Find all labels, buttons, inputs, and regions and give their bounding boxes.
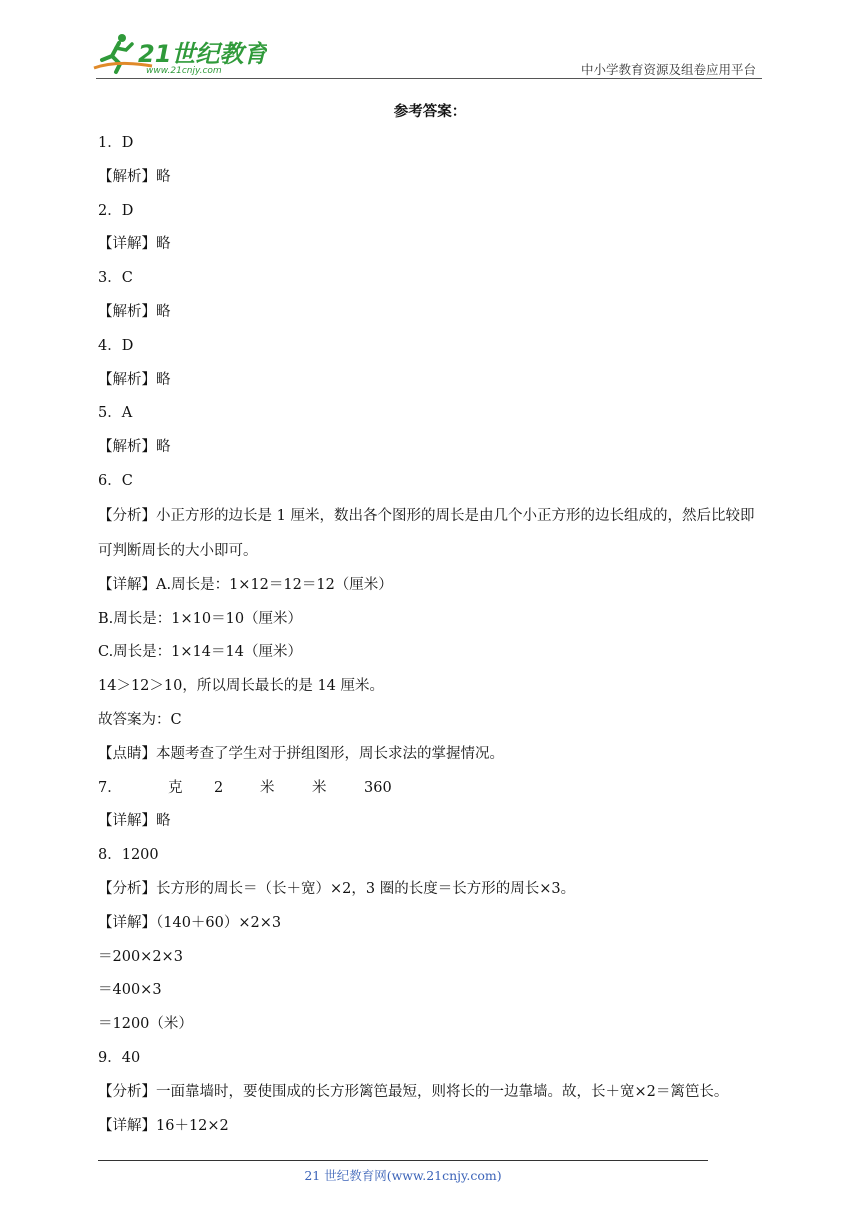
answer-line: 1．D — [98, 135, 134, 151]
answer-line: C.周长是：1×14＝14（厘米） — [98, 644, 302, 661]
answer-line: 【分析】一面靠墙时，要使围成的长方形篱笆最短，则将长的一边靠墙。故，长＋宽×2＝篱笆长。 — [98, 1083, 729, 1100]
answer-line: 3．C — [98, 270, 133, 287]
q7-answer: 克 — [168, 779, 183, 796]
footer-divider — [98, 1160, 708, 1161]
q7-answer-line — [98, 772, 762, 806]
answer-line: 【详解】（140＋60）×2×3 — [98, 914, 282, 931]
answer-line: 2．D — [98, 202, 134, 219]
header-divider — [96, 78, 762, 79]
footer-text: 21 世纪教育网(www.21cnjy.com) — [304, 1168, 502, 1183]
answer-line: 【详解】16＋12×2 — [98, 1117, 229, 1134]
answer-line: 【分析】长方形的周长＝（长＋宽）×2，3 圈的长度＝长方形的周长×3。 — [98, 880, 576, 897]
q7-answer: 米 — [260, 779, 275, 796]
answer-line: 9．40 — [98, 1049, 141, 1066]
answer-line: B.周长是：1×10＝10（厘米） — [98, 610, 303, 627]
answer-line: 【详解】略 — [98, 813, 171, 830]
answer-line: 【解析】略 — [98, 371, 171, 388]
q7-answer: 米 — [312, 779, 327, 796]
answer-line: 【解析】略 — [98, 439, 171, 456]
answer-line: 故答案为：C — [98, 711, 182, 728]
site-logo — [92, 30, 267, 78]
answer-line: 【解析】略 — [98, 303, 171, 320]
svg-text:21世纪教育: 21世纪教育 — [138, 40, 267, 68]
answer-line: 6．C — [98, 472, 133, 489]
q7-answer: 2 — [214, 779, 224, 796]
answer-list — [98, 127, 762, 1143]
answer-line: 【解析】略 — [98, 168, 171, 185]
answer-line: ＝200×2×3 — [98, 948, 183, 965]
page-header — [0, 0, 860, 80]
answer-line: 4．D — [98, 337, 134, 354]
platform-name: 中小学教育资源及组卷应用平台 — [580, 62, 756, 77]
q7-answer: 360 — [364, 779, 392, 796]
page-title: 参考答案： — [393, 103, 467, 120]
answer-line: ＝400×3 — [98, 982, 162, 999]
answer-line: 【点睛】本题考查了学生对于拼组图形，周长求法的掌握情况。 — [98, 745, 504, 762]
answer-paragraph: 【分析】小正方形的边长是 1 厘米，数出各个图形的周长是由几个小正方形的边长组成的，然后比较即可判断周长的大小即可。 — [98, 507, 755, 559]
answer-line: 【详解】A.周长是：1×12＝12＝12（厘米） — [98, 576, 393, 593]
answer-line: ＝1200（米） — [98, 1016, 193, 1033]
answer-line: 8．1200 — [98, 847, 159, 864]
q7-number: 7． — [98, 779, 122, 796]
answer-line: 5．A — [98, 405, 133, 422]
svg-text:www.21cnjy.com: www.21cnjy.com — [146, 66, 222, 76]
answer-line: 【详解】略 — [98, 236, 171, 253]
answer-line: 14＞12＞10，所以周长最长的是 14 厘米。 — [98, 678, 385, 695]
